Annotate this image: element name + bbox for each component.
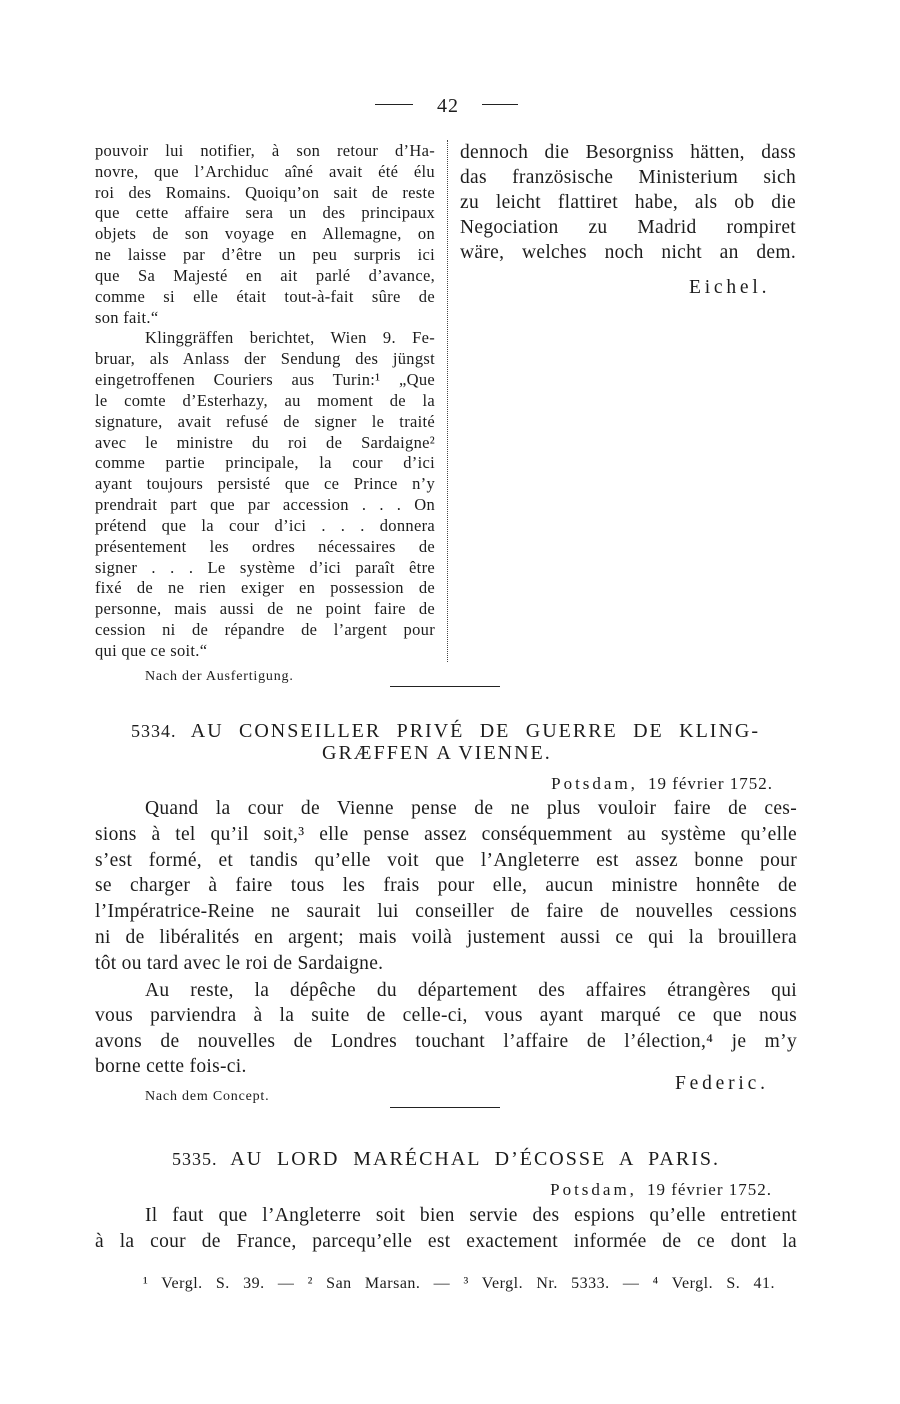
left-column-line: cession ni de répandre de l’argent pour: [95, 620, 435, 640]
section-divider: [390, 686, 500, 687]
right-column-line: Negociation zu Madrid rompiret: [460, 217, 796, 239]
left-column-line: le comte d’Esterhazy, au moment de la: [95, 390, 435, 410]
left-column-line: pouvoir lui notifier, à son retour d’Ha-: [95, 141, 435, 160]
body-line: Au reste, la dépêche du département des affaires étrangères qui: [145, 980, 797, 1001]
left-column-line: fixé de ne rien exiger en possession de: [95, 578, 435, 598]
left-column-line: roi des Romains. Quoiqu’on sait de reste: [95, 182, 435, 202]
left-column: [95, 141, 435, 662]
dateline-date: 19 février 1752.: [647, 774, 773, 793]
section-title: AU LORD MARÉCHAL D’ÉCOSSE A PARIS.: [230, 1148, 720, 1170]
page-number: 42: [437, 95, 459, 117]
section-divider: [390, 1107, 500, 1108]
source-note: Nach dem Concept.: [145, 1089, 270, 1104]
left-column-line: ayant toujours persisté que ce Prince n’y: [95, 474, 435, 494]
left-column-line: comme si elle était tout-à-fait sûre de: [95, 286, 435, 306]
left-column-line: que cette affaire sera un des principaux: [95, 203, 435, 223]
paragraph: [95, 978, 797, 1080]
signature: Eichel.: [689, 277, 771, 298]
section-heading: [172, 1147, 720, 1171]
left-column-line: comme partie principale, la cour d’ici: [95, 453, 435, 473]
body-line: Il faut que l’Angleterre soit bien servie des espions qu’elle entretient: [145, 1205, 797, 1226]
body-line: avons de nouvelles de Londres touchant l’affaire de l’élection,⁴ je m’y: [95, 1030, 797, 1052]
left-column-line: bruar, als Anlass der Sendung des jüngst: [95, 349, 435, 369]
left-column-line: Klinggräffen berichtet, Wien 9. Fe-: [145, 328, 435, 348]
right-column-line: wäre, welches noch nicht an dem.: [460, 242, 796, 264]
left-column-line: personne, mais aussi de ne point faire de: [95, 599, 435, 619]
section-number: 5334.: [131, 721, 177, 741]
left-column-line: que Sa Majesté en ait parlé d’avance,: [95, 265, 435, 285]
left-column-line: eingetroffenen Couriers aus Turin:¹ „Que: [95, 370, 435, 390]
body-line: vous parviendra à la suite de celle-ci, vous ayant marqué ce que nous: [95, 1005, 797, 1027]
left-column-line: avec le ministre du roi de Sardaigne²: [95, 432, 435, 452]
section-number: 5335.: [172, 1149, 218, 1169]
dateline-date: 19 février 1752.: [646, 1180, 772, 1199]
body-line: à la cour de France, parcequ’elle est exactement informée de ce dont la: [95, 1231, 797, 1252]
paragraph: [95, 1203, 797, 1255]
section-title-continued: GRÆFFEN A VIENNE.: [322, 742, 552, 764]
right-column-line: dennoch die Besorgniss hätten, dass: [460, 142, 796, 164]
body-line: se charger à faire tous les frais pour elle, aucun ministre honnête de: [95, 875, 797, 897]
section-heading: [131, 719, 760, 743]
left-column-line: novre, que l’Archiduc aîné avait été élu: [95, 161, 435, 181]
header-rule-left: [375, 104, 413, 105]
left-column-line: son fait.“: [95, 307, 159, 327]
signature: Federic.: [675, 1073, 769, 1094]
body-line: sions à tel qu’il soit,³ elle pense assez conséquemment au système qu’elle: [95, 823, 797, 845]
left-column-line: prétend que la cour d’ici . . . donnera: [95, 515, 435, 535]
body-line: s’est formé, et tandis qu’elle voit que l’Angleterre est assez bonne pour: [95, 849, 797, 871]
paragraph: [95, 796, 797, 977]
section-title: AU CONSEILLER PRIVÉ DE GUERRE DE KLING-: [190, 720, 760, 742]
left-column-line: objets de son voyage en Allemagne, on: [95, 224, 435, 244]
left-column-line: présentement les ordres nécessaires de: [95, 536, 435, 556]
footnotes: ¹ Vergl. S. 39. — ² San Marsan. — ³ Vergl. Nr. 5333. — ⁴ Vergl. S. 41.: [143, 1275, 775, 1292]
source-note: Nach der Ausfertigung.: [145, 669, 294, 684]
dateline-place: Potsdam,: [551, 774, 638, 793]
left-column-line: qui que ce soit.“: [95, 640, 208, 660]
left-column-line: ne laisse par d’être un peu surpris ici: [95, 245, 435, 265]
dateline: [95, 1179, 772, 1201]
body-line: Quand la cour de Vienne pense de ne plus vouloir faire de ces-: [145, 798, 797, 819]
body-line: ni de libéralités en argent; mais voilà justement aussi ce qui la brouillera: [95, 927, 797, 949]
dateline-place: Potsdam,: [550, 1180, 637, 1199]
header-rule-right: [482, 104, 518, 105]
body-line: borne cette fois-ci.: [95, 1056, 247, 1078]
right-column-line: das französische Ministerium sich: [460, 167, 796, 189]
left-column-line: prendrait part que par accession . . . On: [95, 495, 435, 515]
left-column-line: signer . . . Le système d’ici paraît être: [95, 557, 435, 577]
column-divider: [447, 140, 448, 662]
left-column-line: signature, avait refusé de signer le traité: [95, 411, 435, 431]
dateline: [95, 773, 773, 795]
right-column-line: zu leicht flattiret habe, als ob die: [460, 192, 796, 214]
body-line: tôt ou tard avec le roi de Sardaigne.: [95, 952, 384, 974]
body-line: l’Impératrice-Reine ne saurait lui conseiller de faire de nouvelles cessions: [95, 901, 797, 923]
right-column: [460, 140, 796, 265]
